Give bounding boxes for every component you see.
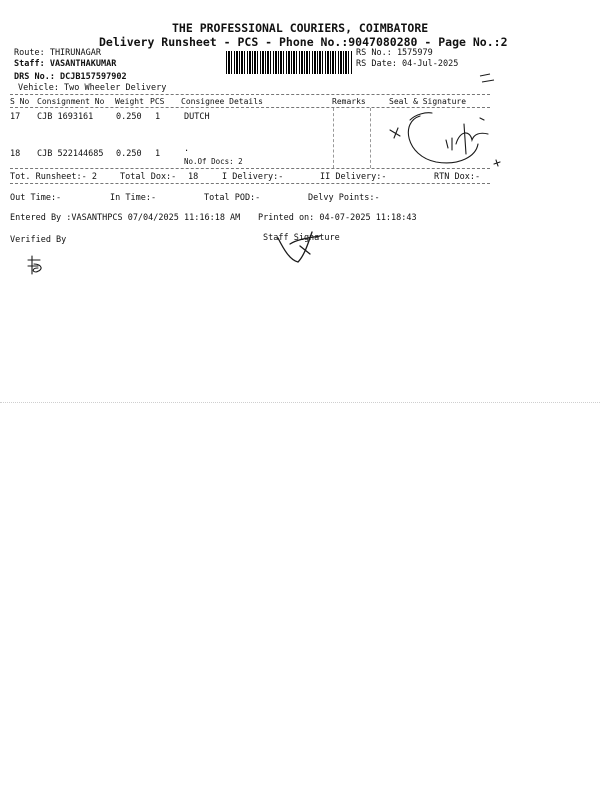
- entered-by: Entered By :VASANTHPCS 07/04/2025 11:16:18 AM: [10, 213, 241, 223]
- row2-doc-count: No.Of Docs: 2: [184, 157, 243, 166]
- vehicle-label: Vehicle: Two Wheeler Delivery: [18, 83, 167, 93]
- col-header-weight: Weight: [115, 97, 144, 106]
- divider-totals: [10, 183, 490, 184]
- col-header-remarks: Remarks: [332, 97, 366, 106]
- rtn-dox: RTN Dox:-: [434, 172, 481, 182]
- col-header-consignee: Consignee Details: [181, 97, 263, 106]
- row2-consignment: CJB 522144685: [37, 149, 104, 159]
- col-header-pcs: PCS: [150, 97, 165, 106]
- divider-top: [10, 94, 490, 95]
- scan-artifact-line: [0, 402, 600, 403]
- total-pod: Total POD:-: [204, 193, 261, 203]
- staff-signature-label: Staff Signature: [263, 233, 340, 243]
- row1-consignee: DUTCH: [184, 112, 210, 122]
- verified-by: Verified By: [10, 235, 67, 245]
- row2-consignee: .: [184, 144, 190, 154]
- row1-consignment: CJB 1693161: [37, 112, 94, 122]
- i-delivery: I Delivery:-: [222, 172, 284, 182]
- total-dox-label: Total Dox:-: [120, 172, 177, 182]
- row1-pcs: 1: [155, 112, 161, 122]
- handwritten-seal-signature: [380, 104, 510, 174]
- row2-weight: 0.250: [116, 149, 142, 159]
- col-header-consignment: Consignment No: [37, 97, 105, 106]
- pen-mark-icon: [478, 72, 498, 86]
- row1-sno: 17: [10, 112, 21, 122]
- ii-delivery: II Delivery:-: [320, 172, 387, 182]
- staff-label: Staff: VASANTHAKUMAR: [14, 59, 117, 69]
- col-header-seal: Seal & Signature: [389, 97, 467, 106]
- row2-sno: 18: [10, 149, 21, 159]
- rs-date: RS Date: 04-Jul-2025: [356, 59, 459, 69]
- total-dox-value: 18: [188, 172, 199, 182]
- col-header-sno: S No: [10, 97, 30, 106]
- total-runsheet: Tot. Runsheet:- 2: [10, 172, 97, 182]
- out-time: Out Time:-: [10, 193, 62, 203]
- in-time: In Time:-: [110, 193, 157, 203]
- row1-weight: 0.250: [116, 112, 142, 122]
- runsheet-title: Delivery Runsheet - PCS - Phone No.:9047080280 - Page No.:2: [99, 35, 508, 49]
- staff-signature-scribble: [270, 226, 330, 266]
- rs-number: RS No.: 1575979: [356, 48, 433, 58]
- delvy-points: Delvy Points:-: [308, 193, 380, 203]
- remarks-separator: [333, 108, 334, 168]
- drs-number: DRS No.: DCJB157597902: [14, 72, 127, 82]
- route-label: Route: THIRUNAGAR: [14, 48, 101, 58]
- verified-initials-scribble: [26, 254, 48, 276]
- barcode-image: [226, 51, 352, 74]
- seal-separator: [370, 108, 371, 168]
- company-name: THE PROFESSIONAL COURIERS, COIMBATORE: [172, 21, 429, 35]
- row2-pcs: 1: [155, 149, 161, 159]
- printed-on: Printed on: 04-07-2025 11:18:43: [258, 213, 417, 223]
